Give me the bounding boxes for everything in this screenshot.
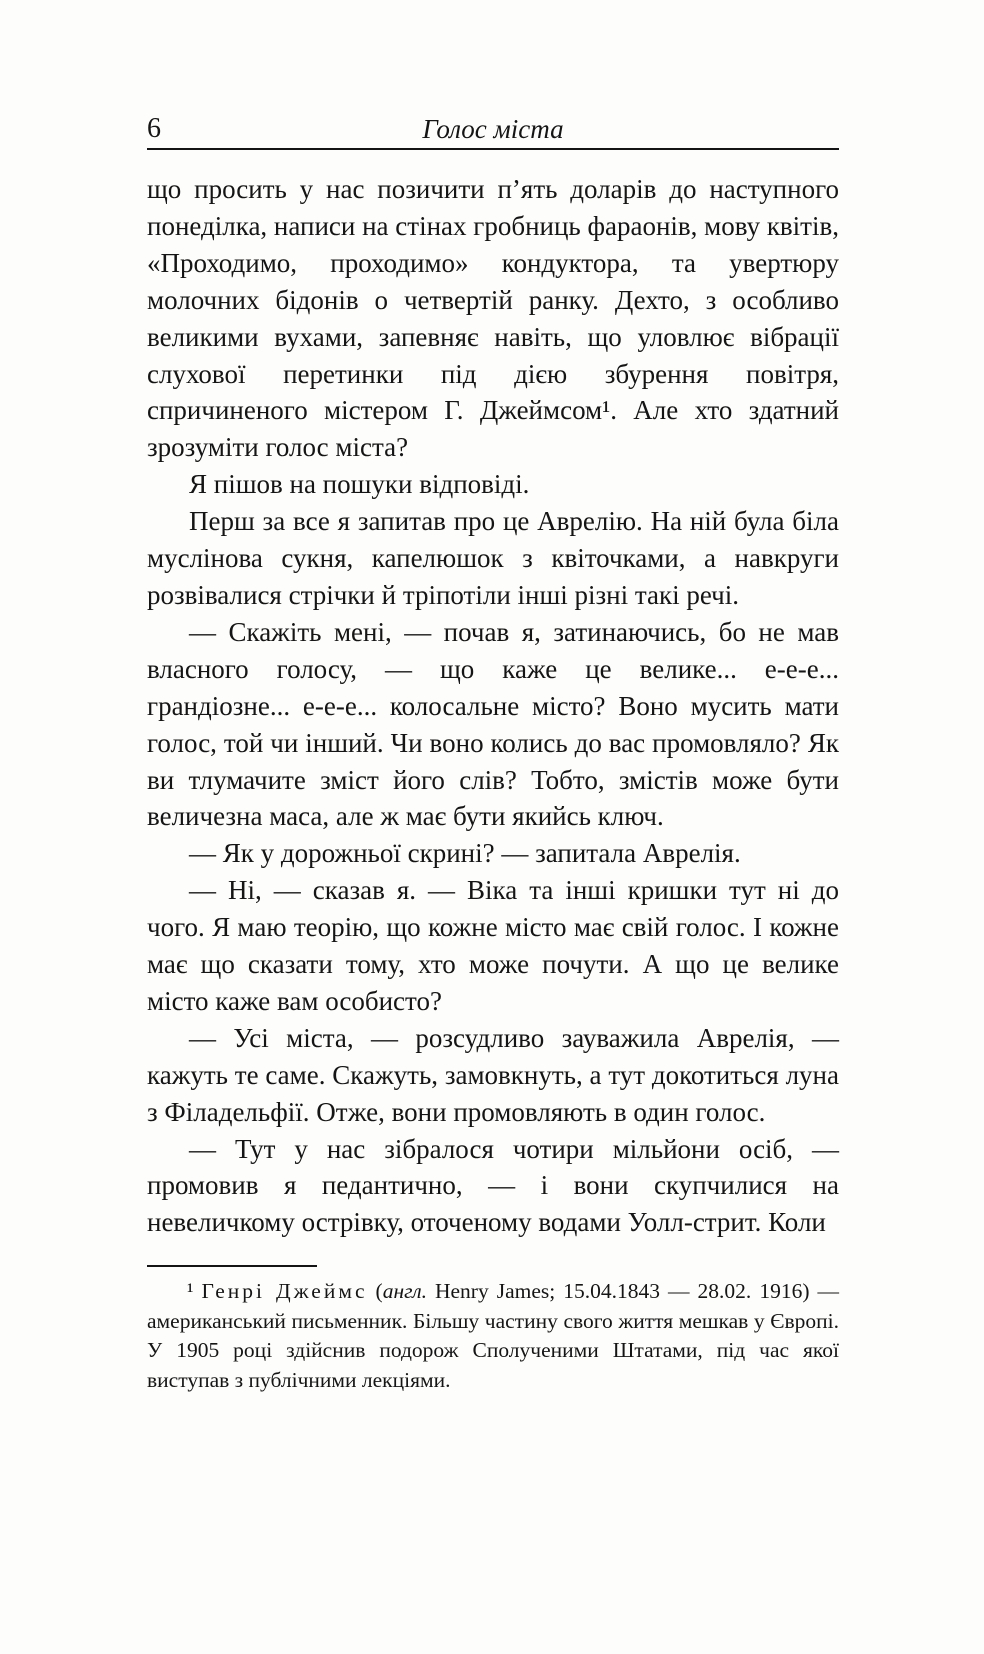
paragraph: Перш за все я запитав про це Аврелію. На ній була біла муслінова сукня, капелюшок з квіточками, а навкруги розвівалися стрічки й тріпотіли інші різні такі речі.: [147, 506, 839, 610]
text-block: [147, 112, 839, 1395]
footnote-separator: [147, 1265, 317, 1267]
footnote-segment: англ.: [382, 1279, 427, 1304]
running-title: Голос міста: [422, 114, 564, 144]
paragraph: — Як у дорожньої скрині? — запитала Аврелія.: [189, 838, 741, 869]
paragraph: — Скажіть мені, — почав я, затинаючись, бо не мав власного голосу, — що каже це велике... е-е-е... грандіозне... е-е-е... колосальне місто? Воно мусить мати голос, той чи інший. Чи воно колись до вас промовляло? Як ви тлумачите зміст його слів? Тобто, змістів може бути величезна маса, але ж має бути якийсь ключ.: [147, 616, 839, 832]
header-rule: [147, 148, 839, 150]
paragraph: Я пішов на пошуки відповіді.: [189, 469, 530, 500]
paragraph: що просить у нас позичити п’ять доларів до наступного понеділка, написи на стінах гробниць фараонів, мову квітів, «Проходимо, проходимо» кондуктора, та увертюру молочних бідонів о четвертій ранку. Дехто, з особливо великими вухами, запевняє навіть, що уловлює вібрації слухової перетинки під дією збурення повітря, спричиненого містером Г. Джеймсом¹. Але хто здатний зрозуміти голос міста?: [147, 174, 839, 463]
body-text: [147, 171, 839, 1241]
footnote-text: [147, 1277, 839, 1395]
paragraph: — Ні, — сказав я. — Віка та інші кришки тут ні до чого. Я маю теорію, що кожне місто має свій голос. І кожне має що сказати тому, хто може почути. А що це велике місто каже вам особисто?: [147, 875, 839, 1016]
paragraph: — Тут у нас зібралося чотири мільйони осіб, — промовив я педантично, — і вони скупчилися на невеличкому острівку, оточеному водами Уолл-стрит. Коли: [147, 1133, 839, 1238]
page-number: 6: [147, 113, 161, 144]
paragraph: — Усі міста, — розсудливо зауважила Аврелія, — кажуть те саме. Скажуть, замовкнуть, а тут докотиться луна з Філадельфії. Отже, вони промовляють в один голос.: [147, 1022, 839, 1127]
footnote-segment: Henry James; 15.04.1843 — 28.02. 1916) — американський письменник. Більшу частину свого життя мешкав у Європі. У 1905 році здійснив подорож Сполученими Штатами, під час якої виступав з публічними лекціями.: [147, 1279, 840, 1392]
page-header: [147, 112, 839, 148]
footnote-segment: ¹: [187, 1279, 202, 1304]
footnote-segment: (: [367, 1279, 383, 1304]
footnote-segment: Генрі Джеймс: [201, 1279, 368, 1304]
